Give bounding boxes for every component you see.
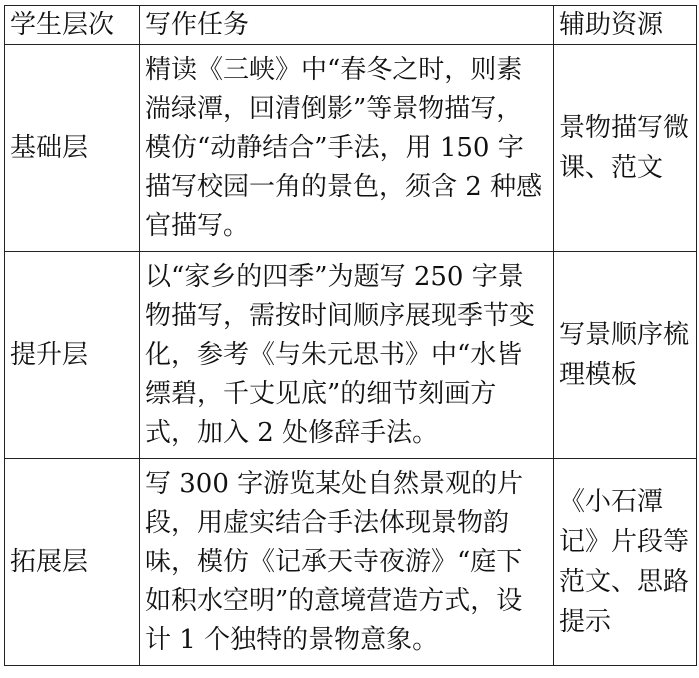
task-cell: [140, 459, 554, 666]
task-text: 精读《三峡》中“春冬之时，则素湍绿潭，回清倒影”等景物描写，模仿“动静结合”手法，用 150 字描写校园一角的景色，须含 2 种感官描写。: [145, 54, 543, 241]
header-level: [5, 6, 140, 45]
table-row: [5, 459, 697, 666]
level-cell: [5, 252, 140, 459]
resource-text: 《小石潭记》片段等范文、思路提示: [559, 487, 690, 637]
header-task: [140, 6, 554, 45]
level-label: 提升层: [10, 339, 89, 370]
resource-cell: [554, 252, 697, 459]
resource-text: 景物描写微课、范文: [559, 113, 690, 183]
resource-cell: [554, 45, 697, 252]
level-label: 基础层: [10, 132, 89, 163]
table-row: [5, 252, 697, 459]
task-cell: [140, 252, 554, 459]
task-text: 以“家乡的四季”为题写 250 字景物描写，需按时间顺序展现季节变化，参考《与朱元思书》中“水皆缥碧，千丈见底”的细节刻画方式，加入 2 处修辞手法。: [145, 261, 536, 448]
header-resource-label: 辅助资源: [559, 10, 664, 40]
writing-task-table: [4, 5, 697, 666]
resource-text: 写景顺序梳理模板: [559, 320, 690, 390]
task-text: 写 300 字游览某处自然景观的片段，用虚实结合手法体现景物韵味，模仿《记承天寺夜游》“庭下如积水空明”的意境营造方式，设计 1 个独特的景物意象。: [145, 468, 524, 655]
header-level-label: 学生层次: [10, 10, 115, 40]
resource-cell: [554, 459, 697, 666]
header-resource: [554, 6, 697, 45]
table-row: [5, 45, 697, 252]
table-header-row: [5, 6, 697, 45]
task-cell: [140, 45, 554, 252]
level-cell: [5, 459, 140, 666]
level-cell: [5, 45, 140, 252]
level-label: 拓展层: [10, 546, 89, 577]
header-task-label: 写作任务: [145, 10, 250, 40]
